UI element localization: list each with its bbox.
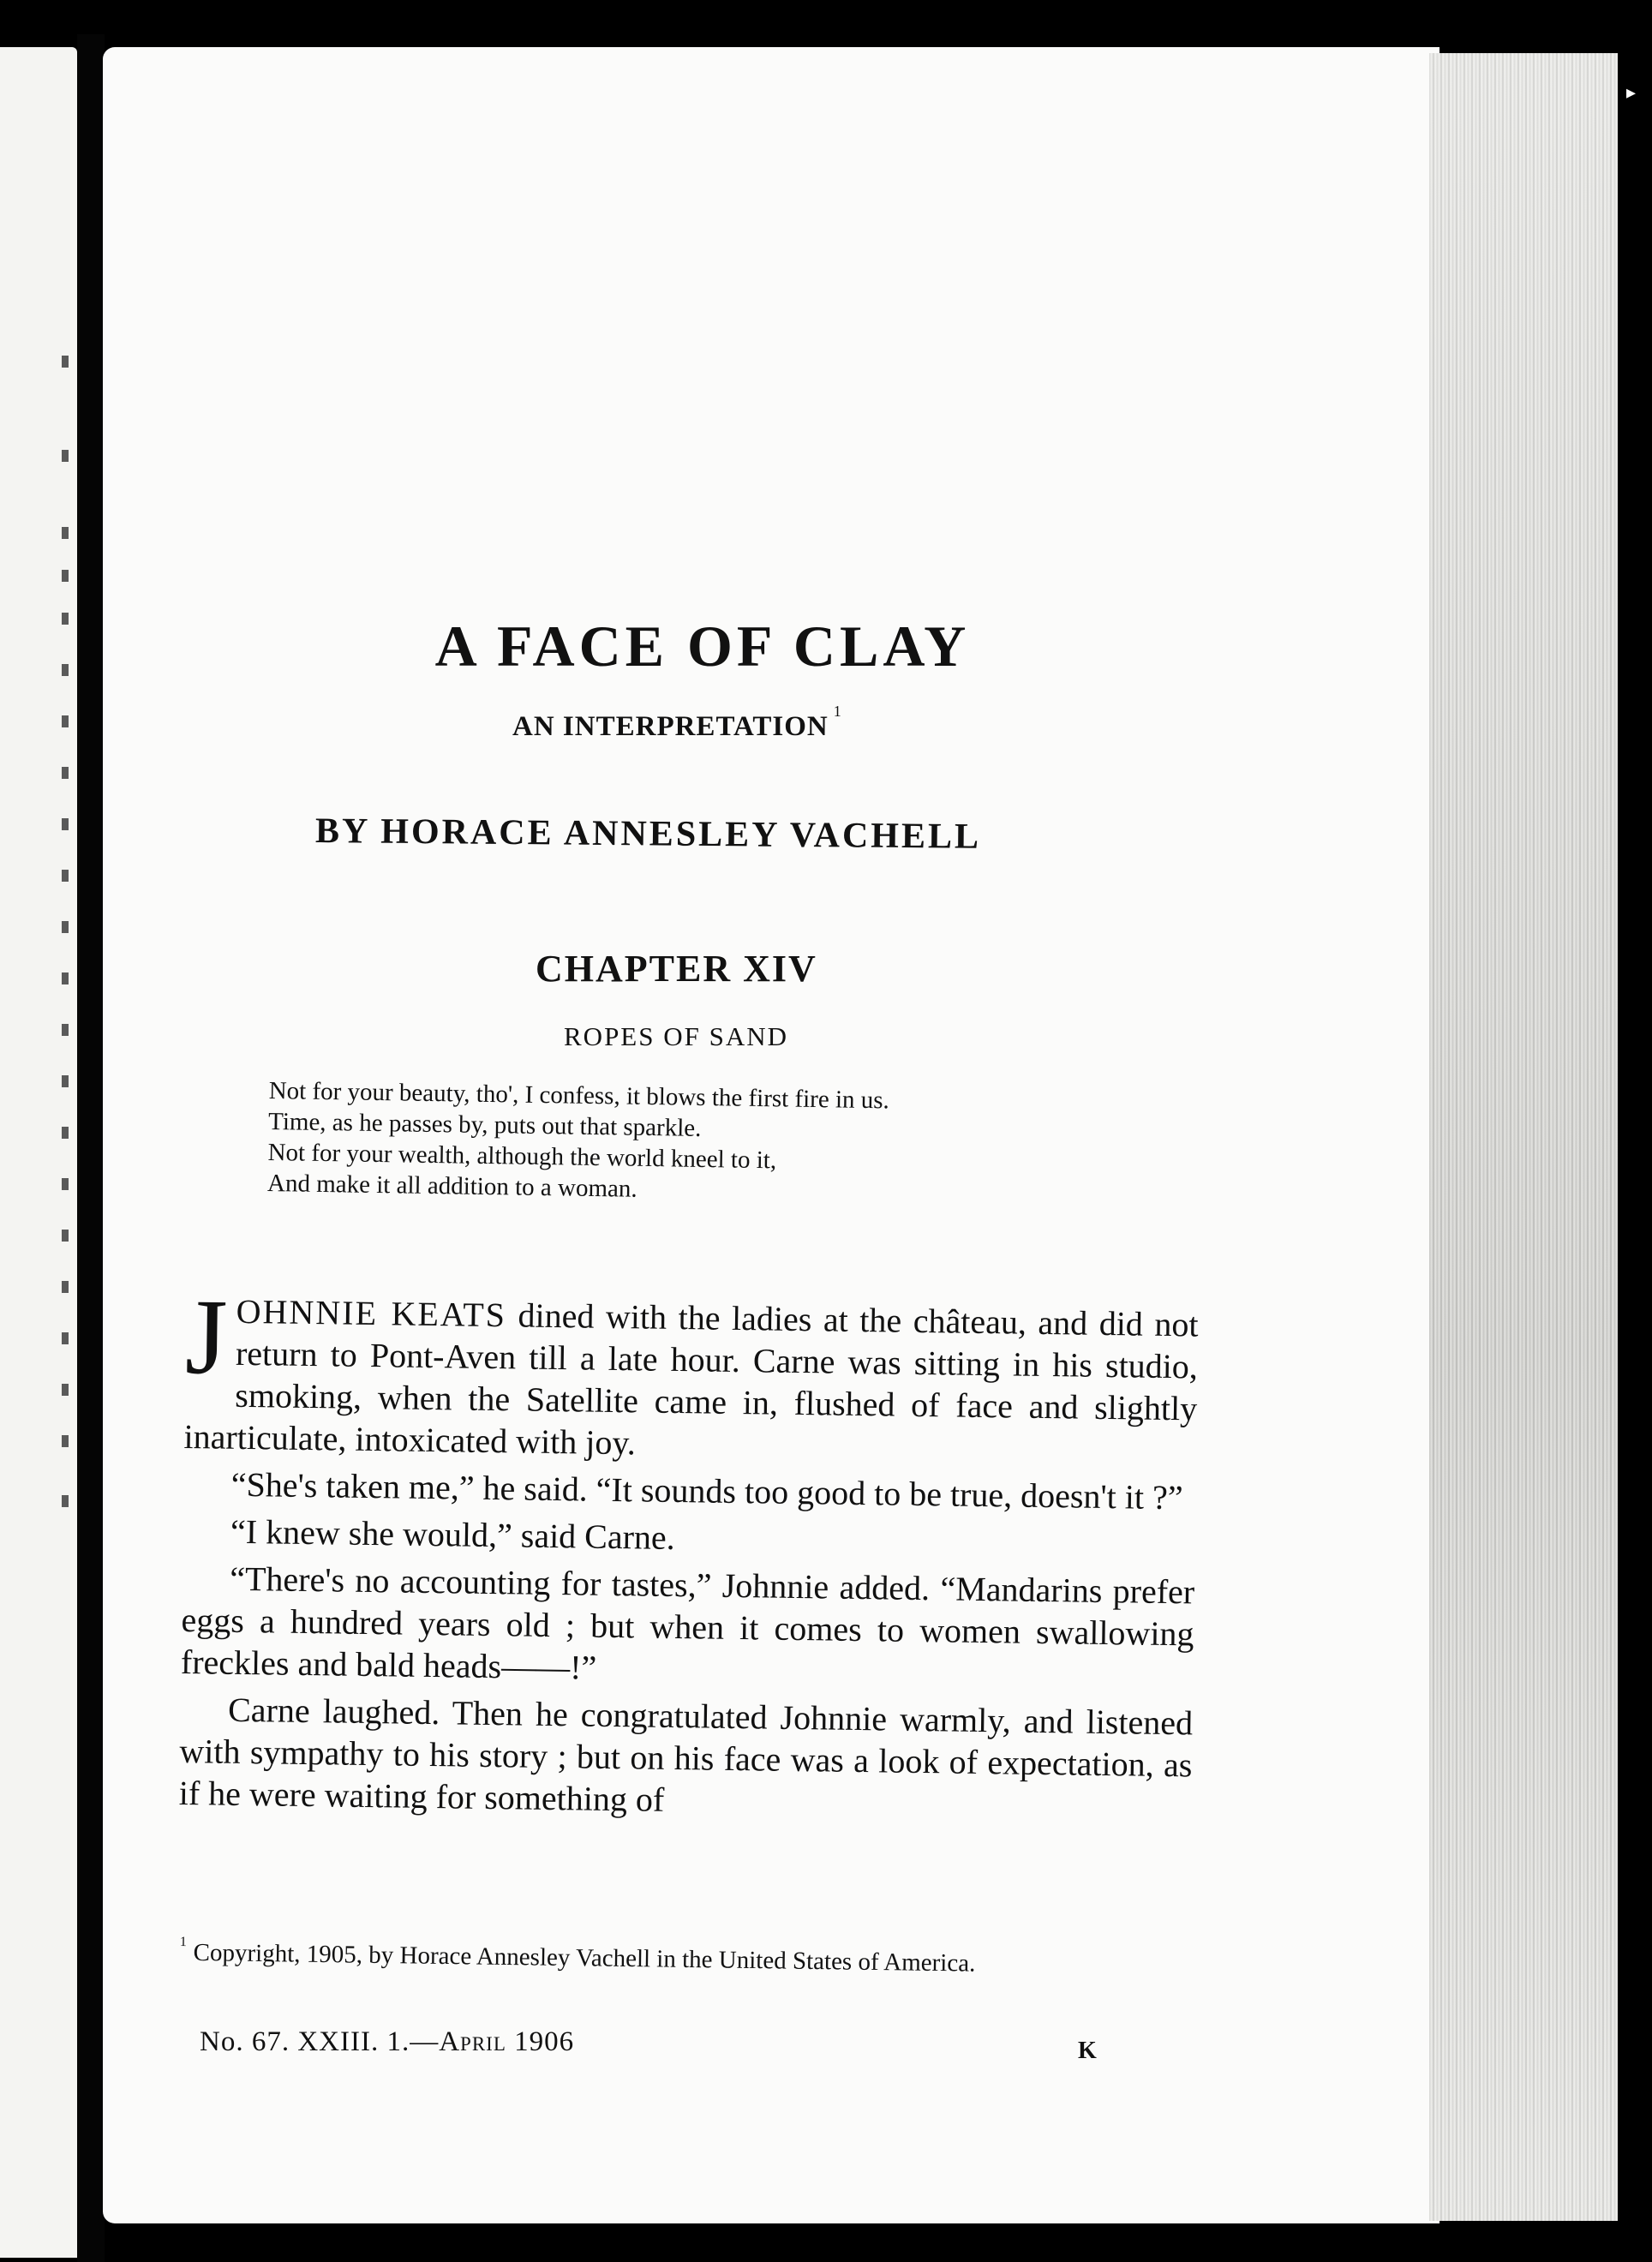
article-title: A FACE OF CLAY [434, 613, 971, 679]
epigraph [267, 1075, 889, 1208]
epigraph-line: Not for your beauty, tho', I confess, it blows the first fire in us. [268, 1076, 890, 1115]
epigraph-line: Time, as he passes by, puts out that sparkle. [267, 1107, 702, 1142]
paragraph-text: dined with the ladies at the château, and did not return to Pont-Aven till a late hour. Carne was sitting in his studio, smoking, when the Satellite came in, flushed of face and slightly inarticulate, intoxicated with joy. [183, 1296, 1199, 1463]
chapter-number: CHAPTER XIV [536, 948, 817, 990]
epigraph-line: Not for your wealth, although the world kneel to it, [267, 1138, 777, 1175]
paragraph [183, 1278, 1199, 1471]
footnote-reference: 1 [833, 703, 842, 720]
chapter-title: ROPES OF SAND [564, 1021, 789, 1051]
issue-imprint [200, 2026, 574, 2058]
issue-number: No. 67. XXIII. 1.— [200, 2026, 440, 2057]
footnote-mark: 1 [179, 1934, 187, 1950]
footnote-text: Copyright, 1905, by Horace Annesley Vachell in the United States of America. [193, 1938, 976, 1978]
paragraph: “There's no accounting for tastes,” Johnnie added. “Mandarins prefer eggs a hundred years old ; but when it comes to women swallowing freckles and bald heads——!” [180, 1559, 1195, 1687]
article-subtitle [512, 703, 842, 743]
paragraph: Carne laughed. Then he congratulated Johnnie warmly, and listened with sympathy to his story ; but on his face was a look of expectation, as if he were waiting for something of [178, 1690, 1194, 1819]
subtitle-text: AN INTERPRETATION [512, 711, 829, 742]
chapter-body [178, 1278, 1199, 1833]
paragraph: “She's taken me,” he said. “It sounds too good to be true, doesn't it ?” [230, 1464, 1183, 1517]
drop-cap: J [184, 1278, 229, 1397]
signature-mark: K [1078, 2038, 1097, 2064]
issue-date: April 1906 [439, 2026, 575, 2057]
author-byline: BY HORACE ANNESLEY VACHELL [314, 811, 982, 857]
epigraph-line: And make it all addition to a woman. [266, 1169, 637, 1203]
footnote [179, 1932, 1200, 1982]
opening-words: OHNNIE KEATS [236, 1291, 507, 1335]
edge-mark: ▸ [1626, 81, 1637, 103]
paragraph: “I knew she would,” said Carne. [230, 1511, 676, 1557]
